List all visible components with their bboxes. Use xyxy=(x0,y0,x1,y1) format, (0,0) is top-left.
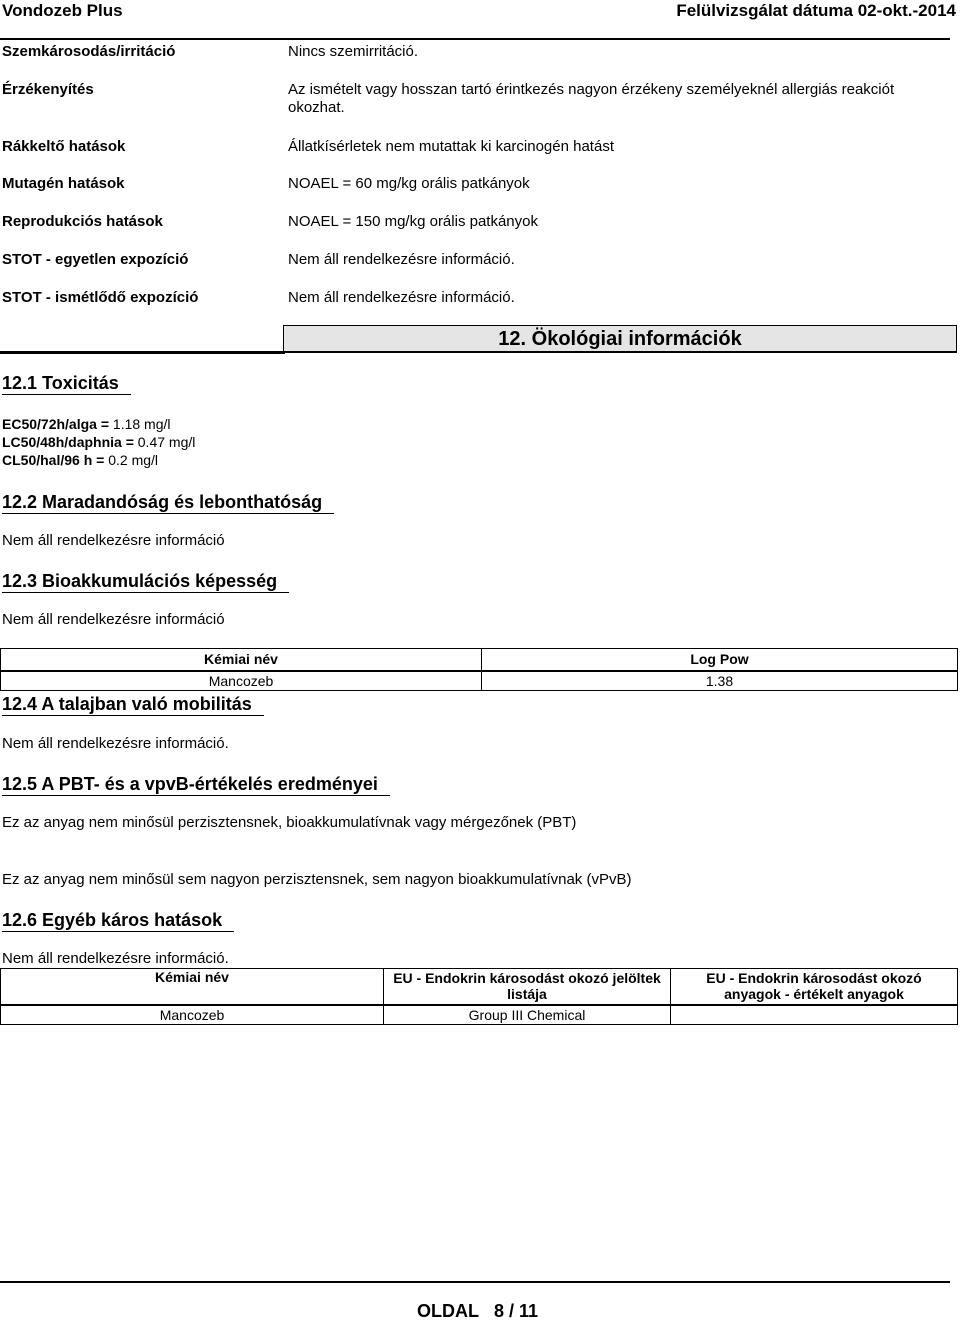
toxicity-label: CL50/hal/96 h = xyxy=(2,452,105,468)
subsection-12-6-text: Nem áll rendelkezésre információ. xyxy=(2,950,229,967)
table-cell-chemical-name: Mancozeb xyxy=(1,1005,384,1025)
subsection-12-1-title: 12.1 Toxicitás xyxy=(2,372,131,395)
subsection-12-3-text: Nem áll rendelkezésre információ xyxy=(2,611,225,628)
subsection-12-5-title: 12.5 A PBT- és a vpvB-értékelés eredményei xyxy=(2,773,390,796)
revision-date: 02-okt.-2014 xyxy=(857,1,956,20)
table-cell-chemical-name: Mancozeb xyxy=(1,671,482,691)
tox-value-stot-repeated: Nem áll rendelkezésre információ. xyxy=(288,289,515,306)
tox-label-stot-repeated: STOT - ismétlődő expozíció xyxy=(2,289,199,306)
page-number xyxy=(417,1301,538,1322)
subsection-12-5-pbt: Ez az anyag nem minősül perzisztensnek, bioakkumulatívnak vagy mérgezőnek (PBT) xyxy=(2,814,577,831)
subsection-12-5-vpvb: Ez az anyag nem minősül sem nagyon perzisztensnek, sem nagyon bioakkumulatívnak (vPvB) xyxy=(2,871,632,888)
header-rule xyxy=(0,38,950,40)
table-header-eu-candidates-line2: listája xyxy=(507,986,547,1003)
endocrine-table xyxy=(0,968,958,1025)
toxicity-line-cl50 xyxy=(2,452,158,468)
toxicity-line-ec50 xyxy=(2,416,171,432)
tox-value-sensitization-cont: okozhat. xyxy=(288,99,345,116)
subsection-12-3-title: 12.3 Bioakkumulációs képesség xyxy=(2,570,289,593)
subsection-12-6-title: 12.6 Egyéb káros hatások xyxy=(2,909,234,932)
section-12-title: 12. Ökológiai információk xyxy=(283,325,957,353)
footer-rule xyxy=(0,1281,950,1283)
tox-label-reproductive: Reprodukciós hatások xyxy=(2,213,163,230)
subsection-12-2-text: Nem áll rendelkezésre információ xyxy=(2,532,225,549)
table-header-chemical-name: Kémiai név xyxy=(1,969,384,1005)
table-cell-eu-candidates: Group III Chemical xyxy=(384,1005,671,1025)
bioaccumulation-table xyxy=(0,648,958,691)
tox-label-stot-single: STOT - egyetlen expozíció xyxy=(2,251,189,268)
table-header-chemical-name: Kémiai név xyxy=(1,649,482,671)
toxicity-line-lc50 xyxy=(2,434,195,450)
table-header-eu-evaluated xyxy=(671,969,958,1005)
tox-value-reproductive: NOAEL = 150 mg/kg orális patkányok xyxy=(288,213,538,230)
table-header-eu-candidates xyxy=(384,969,671,1005)
subsection-12-4-text: Nem áll rendelkezésre információ. xyxy=(2,735,229,752)
toxicity-value: 1.18 mg/l xyxy=(112,416,171,432)
table-cell-log-pow: 1.38 xyxy=(482,671,958,691)
table-header-eu-evaluated-line1: EU - Endokrin károsodást okozó xyxy=(706,970,922,987)
tox-value-stot-single: Nem áll rendelkezésre információ. xyxy=(288,251,515,268)
table-header-eu-evaluated-line2: anyagok - értékelt anyagok xyxy=(724,986,904,1003)
table-header-eu-candidates-line1: EU - Endokrin károsodást okozó jelöltek xyxy=(393,970,661,987)
table-header-log-pow: Log Pow xyxy=(482,649,958,671)
tox-value-sensitization: Az ismételt vagy hosszan tartó érintkezés nagyon érzékeny személyeknél allergiás reakciót xyxy=(288,81,895,98)
tox-value-eye: Nincs szemirritáció. xyxy=(288,43,419,60)
subsection-12-2-title: 12.2 Maradandóság és lebonthatóság xyxy=(2,491,334,514)
revision-label: Felülvizsgálat dátuma xyxy=(676,1,853,20)
page-label: OLDAL xyxy=(417,1301,479,1321)
tox-label-carcinogenic: Rákkeltő hatások xyxy=(2,138,126,155)
toxicity-value: 0.47 mg/l xyxy=(137,434,196,450)
toxicity-label: LC50/48h/daphnia = xyxy=(2,434,134,450)
toxicity-label: EC50/72h/alga = xyxy=(2,416,110,432)
tox-label-sensitization: Érzékenyítés xyxy=(2,81,94,98)
revision-date-line xyxy=(676,1,956,21)
table-cell-eu-evaluated xyxy=(671,1005,958,1025)
subsection-12-4-title: 12.4 A talajban való mobilitás xyxy=(2,693,264,716)
tox-value-mutagenic: NOAEL = 60 mg/kg orális patkányok xyxy=(288,175,530,192)
tox-label-mutagenic: Mutagén hatások xyxy=(2,175,125,192)
toxicity-value: 0.2 mg/l xyxy=(108,452,159,468)
product-name: Vondozeb Plus xyxy=(2,1,123,20)
tox-value-carcinogenic: Állatkísérletek nem mutattak ki karcinogén hatást xyxy=(288,138,614,155)
section-12-left-rule xyxy=(0,351,285,354)
tox-label-eye: Szemkárosodás/irritáció xyxy=(2,43,176,60)
page-value: 8 / 11 xyxy=(494,1301,539,1321)
